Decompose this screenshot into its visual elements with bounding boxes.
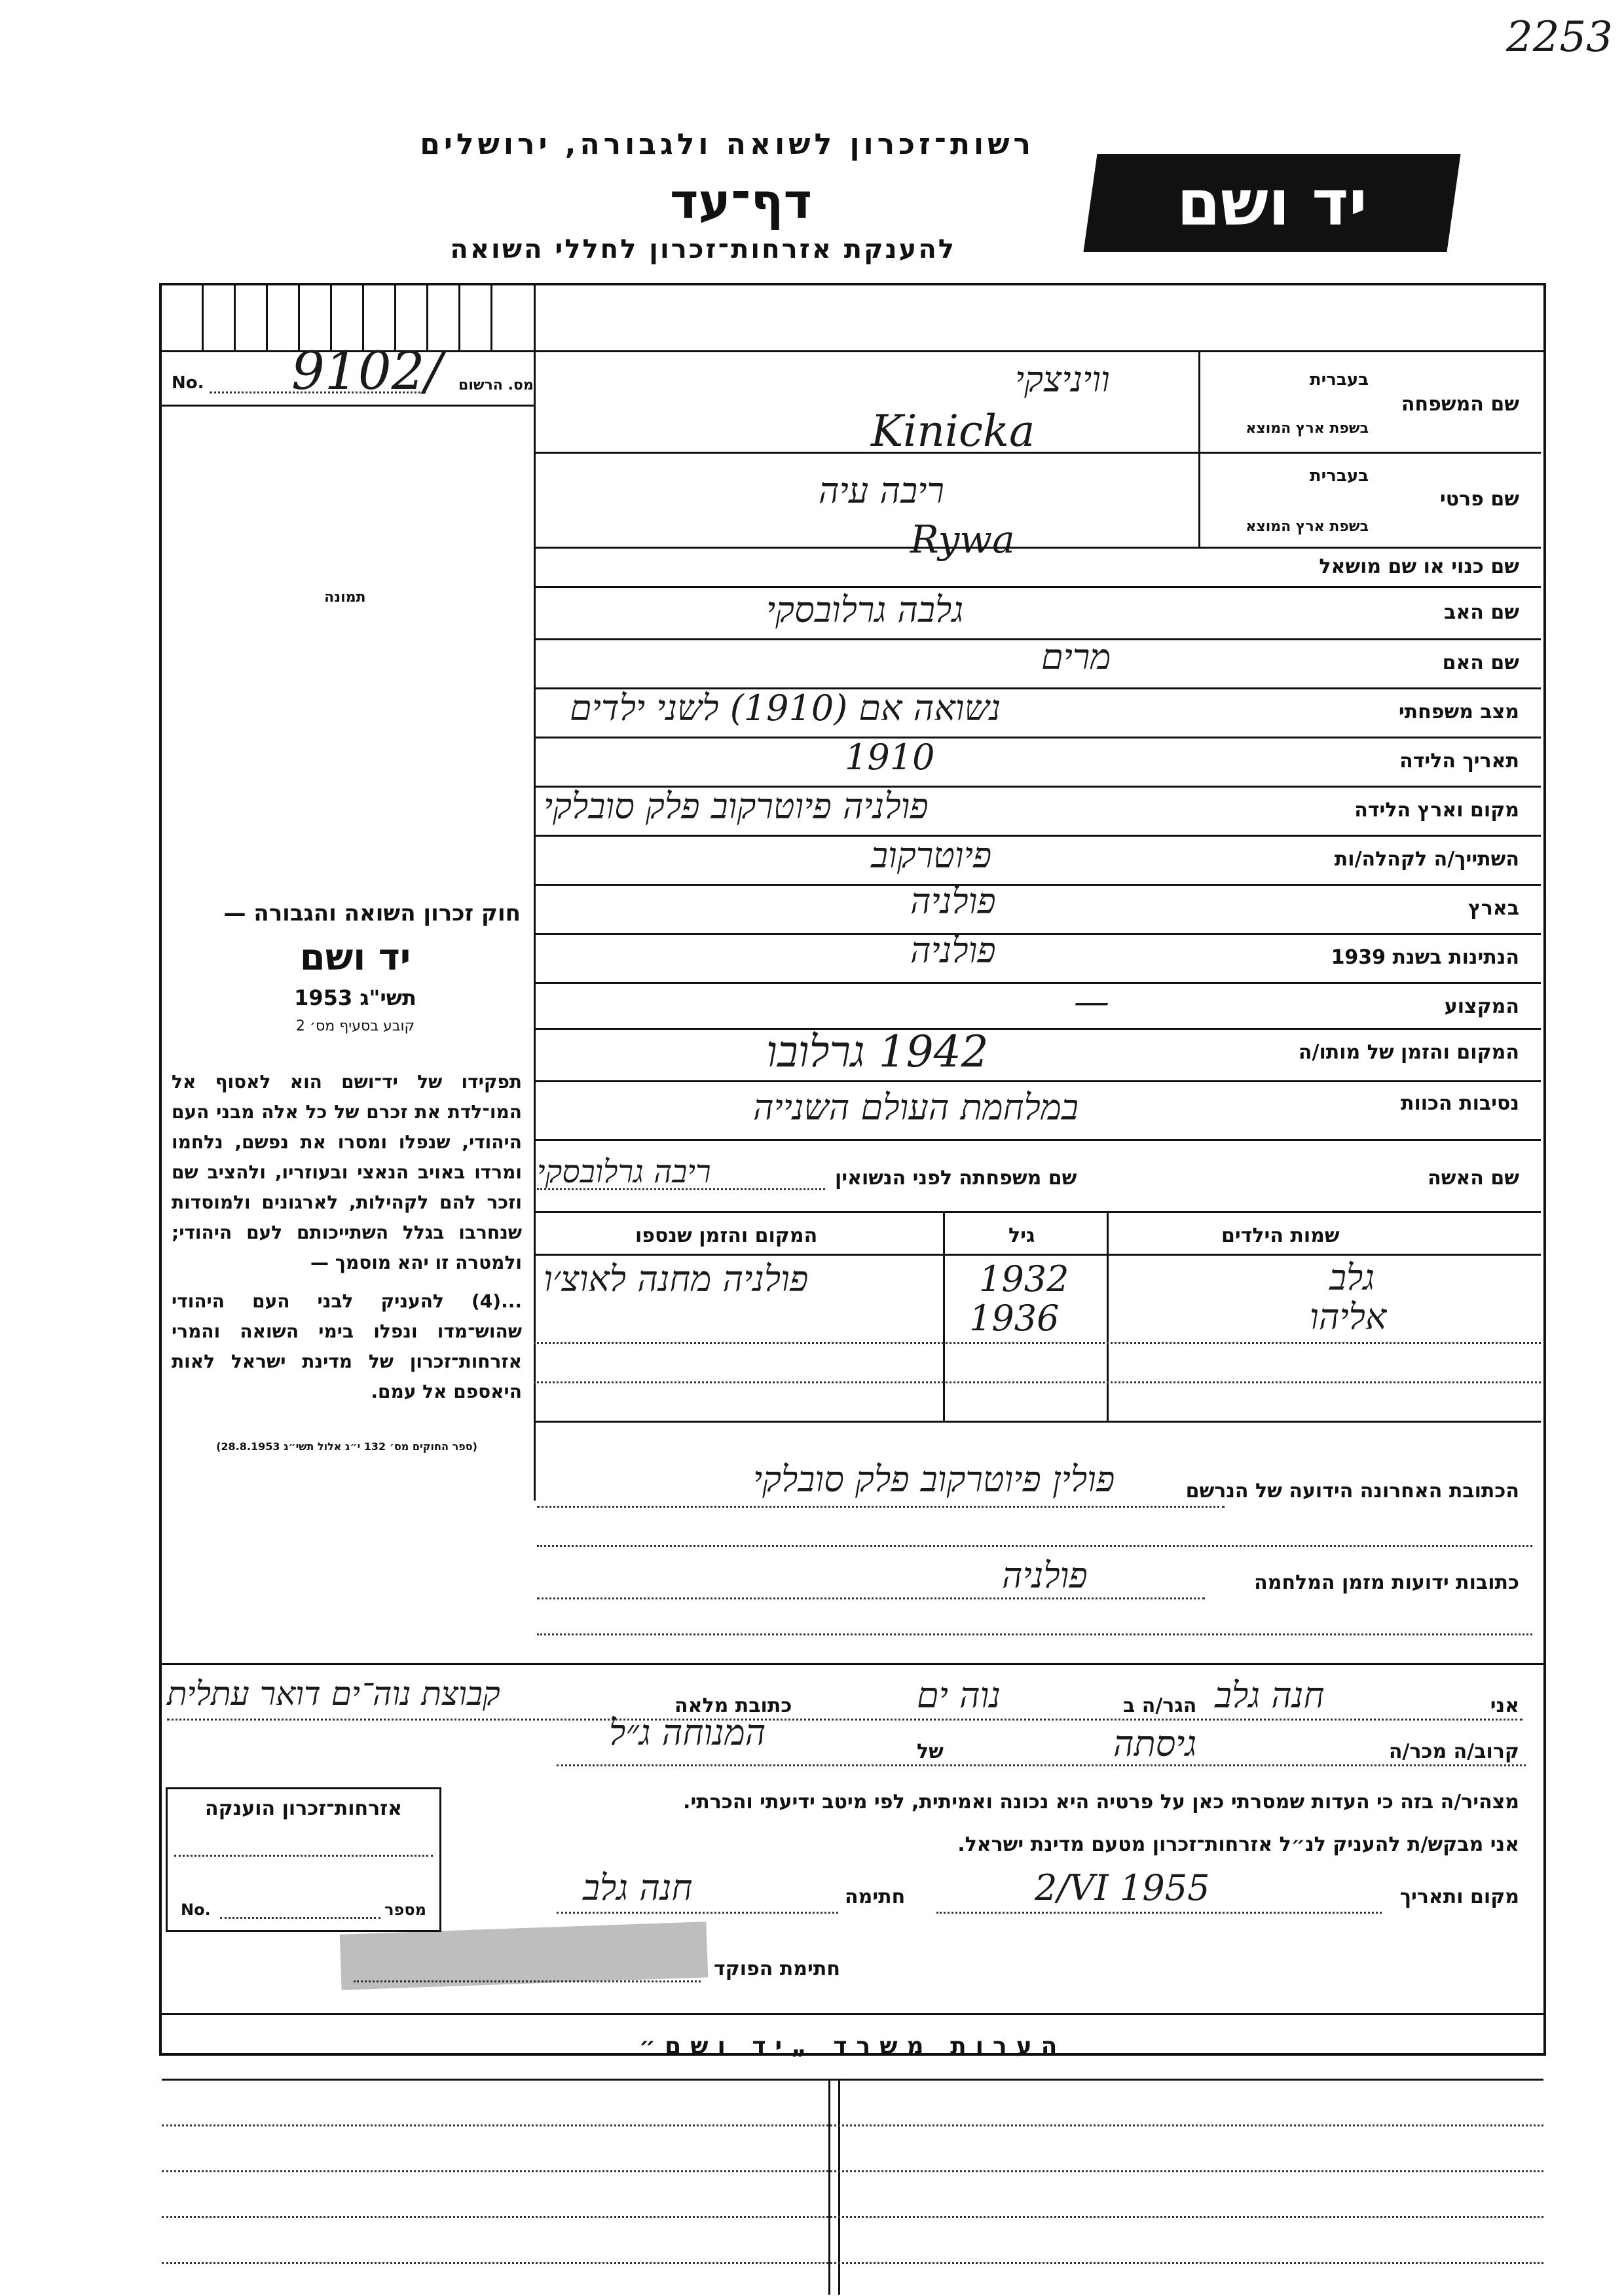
spouse-label: שם האשה (1428, 1167, 1519, 1190)
office-notes-title: הערות משרד „יד ושם״ (638, 2033, 1067, 2060)
relation-value: גיסתה (1113, 1723, 1197, 1764)
declarant-name: חנה גלב (1215, 1675, 1325, 1716)
citizenship-1939-label: הנתינות בשנת 1939 (1331, 946, 1519, 969)
first-origin-label: בשפת ארץ המוצא (1246, 519, 1369, 535)
birth-place-value: פולניה פיוטרקוב פלק סובלקי (544, 786, 929, 827)
war-address-label: כתובות ידועות מזמן המלחמה (1254, 1571, 1519, 1594)
of-name-value: המנוחה ג״ל (609, 1712, 766, 1753)
form-subtitle: להענקת אזרחות־זכרון לחללי השואה (450, 234, 956, 264)
law-name: יד ושם (299, 936, 411, 979)
reg-no-label: No. (172, 373, 204, 393)
child-1-place: פולניה מחנה לאוצ׳ו (544, 1258, 809, 1300)
father-label: שם האב (1444, 601, 1519, 624)
child-1-age: 1932 (979, 1258, 1069, 1300)
death-value: 1942 גרלובו (766, 1027, 989, 1077)
birth-date-label: תאריך הלידה (1399, 750, 1519, 773)
law-year: תשי"ג 1953 (294, 985, 416, 1010)
first-in-hebrew-label: בעברית (1309, 466, 1369, 486)
request-statement: אני מבקש/ת להעניק לנ״ל אזרחות־זכרון מטעם מדינת ישראל. (957, 1833, 1519, 1856)
form-title: דף־עד (670, 173, 812, 230)
signature-label: חתימה (845, 1886, 906, 1908)
declaration-statement: מצהיר/ה בזה כי העדות שמסרתי כאן על פרטיה היא נכונה ואמיתית, לפי מיטב ידיעתי והכרתי. (683, 1791, 1519, 1813)
children-place-header: המקום והזמן שנספו (635, 1224, 818, 1247)
war-address-value: פולניה (1002, 1555, 1088, 1596)
marital-label: מצב משפחתי (1398, 701, 1519, 723)
yad-vashem-logo (1083, 154, 1460, 252)
reg-label: מס. הרשום (458, 377, 534, 393)
archive-number: 2253 (1506, 13, 1613, 62)
death-label: המקום והזמן של מותו/ה (1298, 1041, 1519, 1064)
photo-label: תמונה (324, 589, 366, 606)
law-clause: קובע בסעיף מס׳ 2 (295, 1018, 415, 1034)
last-address-value: פולין פיוטרקוב פלק סובלקי (753, 1459, 1115, 1500)
birth-date-value: 1910 (845, 737, 935, 778)
family-name-origin-value: Kinicka (871, 406, 1035, 456)
spouse-maiden-label: שם משפחתה לפני הנשואין (835, 1167, 1077, 1190)
family-name-hebrew-value: וויניצקי (1015, 359, 1110, 400)
children-names-header: שמות הילדים (1221, 1224, 1340, 1247)
nickname-label: שם כנוי או שם מושאל (1319, 555, 1519, 578)
mother-value: מרים (1041, 636, 1111, 678)
circumstances-value: במלחמת העולם השנייה (753, 1087, 1079, 1128)
community-value: פיוטרקוב (871, 835, 992, 876)
occupation-label: המקצוע (1444, 995, 1519, 1018)
official-signature-label: חתימת הפוקד (714, 1958, 840, 1980)
occupation-value: — (1074, 981, 1109, 1022)
mother-label: שם האם (1442, 651, 1519, 674)
declarant-address: קבוצת נוה־ים דואר עתלית (167, 1675, 500, 1713)
first-name-hebrew-value: ריבה עיה (819, 470, 944, 511)
community-label: השתייך/ה לקהלה/ות (1334, 848, 1519, 871)
first-name-label: שם פרטי (1439, 488, 1519, 511)
child-1-name: גלב (1329, 1257, 1375, 1298)
left-column-divider (534, 283, 536, 1501)
law-title: חוק זכרון השואה והגבורה — (223, 900, 521, 926)
marital-value: נשואה אם (1910) לשני ילדים (570, 687, 1001, 729)
law-citation: (ספר החוקים מס׳ 132 י״ג אלול תשי״ג 28.8.1953) (216, 1440, 477, 1453)
place-date-label: מקום ותאריך (1399, 1886, 1519, 1908)
citizenship-1939-value: פולניה (910, 930, 996, 971)
authority-title: רשות־זכרון לשואה ולגבורה, ירושלים (420, 128, 1035, 161)
spouse-value: ריבה גרלובסקי (537, 1154, 711, 1190)
of-label: של (917, 1740, 944, 1763)
first-name-origin-value: Rywa (910, 517, 1015, 562)
logo-text: יד ושם (1177, 166, 1367, 240)
citizenship-box-no-label: No. (181, 1901, 211, 1919)
father-value: גלבה גרלובסקי (766, 589, 964, 630)
law-paragraph-1: תפקידו של יד־ושם הוא לאסוף אל המו־לדת את זכרם של כל אלה מבני העם היהודי, שנפלו ומסרו את נפשם, נלחמו ומרדו באויב הנאצי ובעוזריו, ולהציב שם וזכר להם לקהילות, לארגונים ולמוסדות שנחרבו בגלל השתייכותם לעם היהודי; ולמטרה זו יהא מוסמך — (172, 1071, 522, 1273)
signature-value: חנה גלב (583, 1867, 693, 1908)
child-2-name: אליהו (1310, 1296, 1387, 1338)
children-age-header: גיל (1008, 1224, 1035, 1247)
family-in-hebrew-label: בעברית (1309, 370, 1369, 390)
reg-number-value: 9102/ (291, 340, 443, 401)
law-paragraph-2: ...(4) להעניק לבני העם היהודי שהוש־מדו ונפלו בימי השואה והמרי אזרחות־זכרון של מדינת ישראל לאות היאספם אל עמם. (172, 1290, 522, 1402)
family-origin-label: בשפת ארץ המוצא (1246, 420, 1369, 437)
declarant-resident-label: הגר/ה ב (1123, 1694, 1197, 1717)
circumstances-label: נסיבות הכוות (1400, 1092, 1519, 1115)
citizenship-box-number-label: מספר (384, 1901, 426, 1919)
declarant-address-label: כתובת מלאה (674, 1694, 792, 1717)
date-value: 2/VI 1955 (1035, 1867, 1210, 1908)
birth-place-label: מקום וארץ הלידה (1354, 799, 1519, 822)
child-2-age: 1936 (969, 1298, 1060, 1339)
country-label: בארץ (1467, 897, 1519, 920)
citizenship-granted-box (166, 1787, 441, 1932)
country-value: פולניה (910, 881, 996, 922)
citizenship-box-title: אזרחות־זכרון הוענקה (204, 1797, 403, 1820)
last-address-label: הכתובת האחרונה הידועה של הנרשם (1185, 1480, 1519, 1503)
family-name-label: שם המשפחה (1401, 393, 1519, 416)
declarant-city: נוה ים (917, 1675, 1001, 1716)
relative-label: קרוב/ה מכר/ה (1388, 1740, 1519, 1763)
declarant-i-label: אני (1490, 1694, 1519, 1717)
